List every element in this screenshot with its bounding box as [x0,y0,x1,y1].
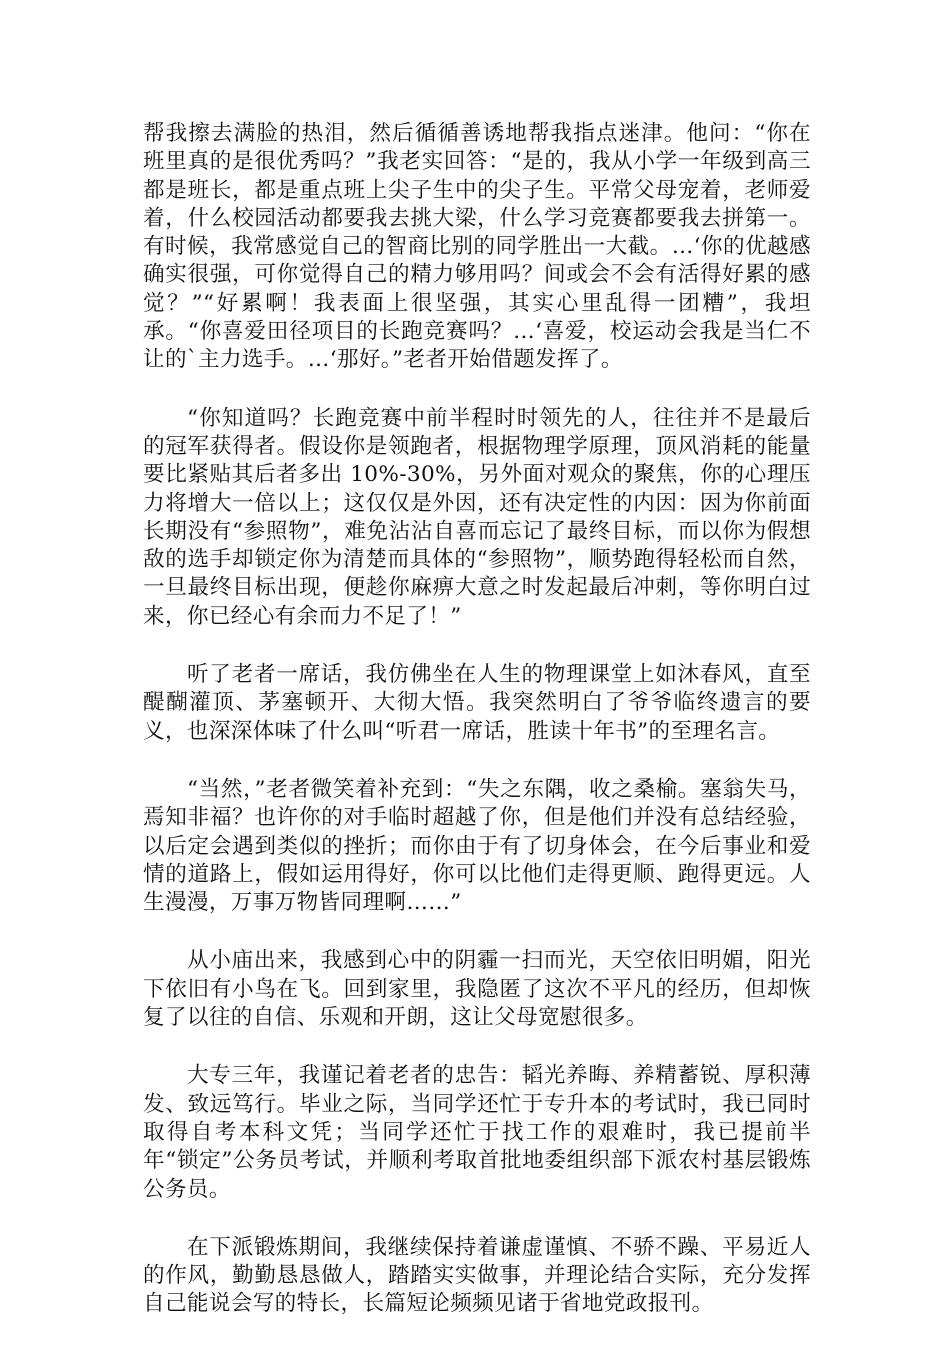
paragraph-5: 从小庙出来，我感到心中的阴霾一扫而光，天空依旧明媚，阳光下依旧有小鸟在飞。回到家里，我隐匿了这次不平凡的经历，但却恢复了以往的自信、乐观和开朗，这让父母宽慰很多。 [143,948,811,1031]
paragraph-3: 听了老者一席话，我仿佛坐在人生的物理课堂上如沐春风，直至醍醐灌顶、茅塞顿开、大彻大悟。我突然明白了爷爷临终遗言的要义，也深深体味了什么叫“听君一席话，胜读十年书”的至理名言。 [143,662,811,744]
document-body [143,120,811,1349]
paragraph-1: 帮我擦去满脸的热泪，然后循循善诱地帮我指点迷津。他问：“你在班里真的是很优秀吗？”我老实回答：“是的，我从小学一年级到高三都是班长，都是重点班上尖子生中的尖子生。平常父母宠着，老师爱着，什么校园活动都要我去挑大梁，什么学习竞赛都要我去拼第一。有时候，我常感觉自己的智商比别的同学胜出一大截。…‘你的优越感确实很强，可你觉得自己的精力够用吗？间或会不会有活得好累的感觉？”“好累啊！我表面上很坚强，其实心里乱得一团糟”，我坦承。“你喜爱田径项目的长跑竞赛吗？…‘喜爱，校运动会我是当仁不让的`主力选手。…‘那好。”老者开始借题发挥了。 [143,121,811,373]
paragraph-4: “当然，”老者微笑着补充到：“失之东隅，收之桑榆。塞翁失马，焉知非福？也许你的对手临时超越了你，但是他们并没有总结经验，以后定会遇到类似的挫折；而你由于有了切身体会，在今后事业和爱情的道路上，假如运用得好，你可以比他们走得更顺、跑得更远。人生漫漫，万事万物皆同理啊……” [143,776,811,916]
paragraph-6: 大专三年，我谨记着老者的忠告：韬光养晦、养精蓄锐、厚积薄发、致远笃行。毕业之际，当同学还忙于专升本的考试时，我已同时取得自考本科文凭；当同学还忙于找工作的艰难时，我已提前半年“锁定”公务员考试，并顺利考取首批地委组织部下派农村基层锻炼公务员。 [143,1063,811,1202]
paragraph-2: “你知道吗？长跑竞赛中前半程时时领先的人，往往并不是最后的冠军获得者。假设你是领跑者，根据物理学原理，顶风消耗的能量要比紧贴其后者多出 10%-30%，另外面对观众的聚焦，你的心理压力将增大一倍以上；这仅仅是外因，还有决定性的内因：因为你前面长期没有“参照物”，难免沾沾自喜而忘记了最终目标，而以你为假想敌的选手却锁定你为清楚而具体的“参照物”，顺势跑得轻松而自然，一旦最终目标出现，便趁你麻痹大意之时发起最后冲刺，等你明白过来，你已经心有余而力不足了！” [143,405,811,629]
paragraph-7: 在下派锻炼期间，我继续保持着谦虚谨慎、不骄不躁、平易近人的作风，勤勤恳恳做人，踏踏实实做事，并理论结合实际，充分发挥自己能说会写的特长，长篇短论频频见诸于省地党政报刊。 [143,1234,811,1317]
